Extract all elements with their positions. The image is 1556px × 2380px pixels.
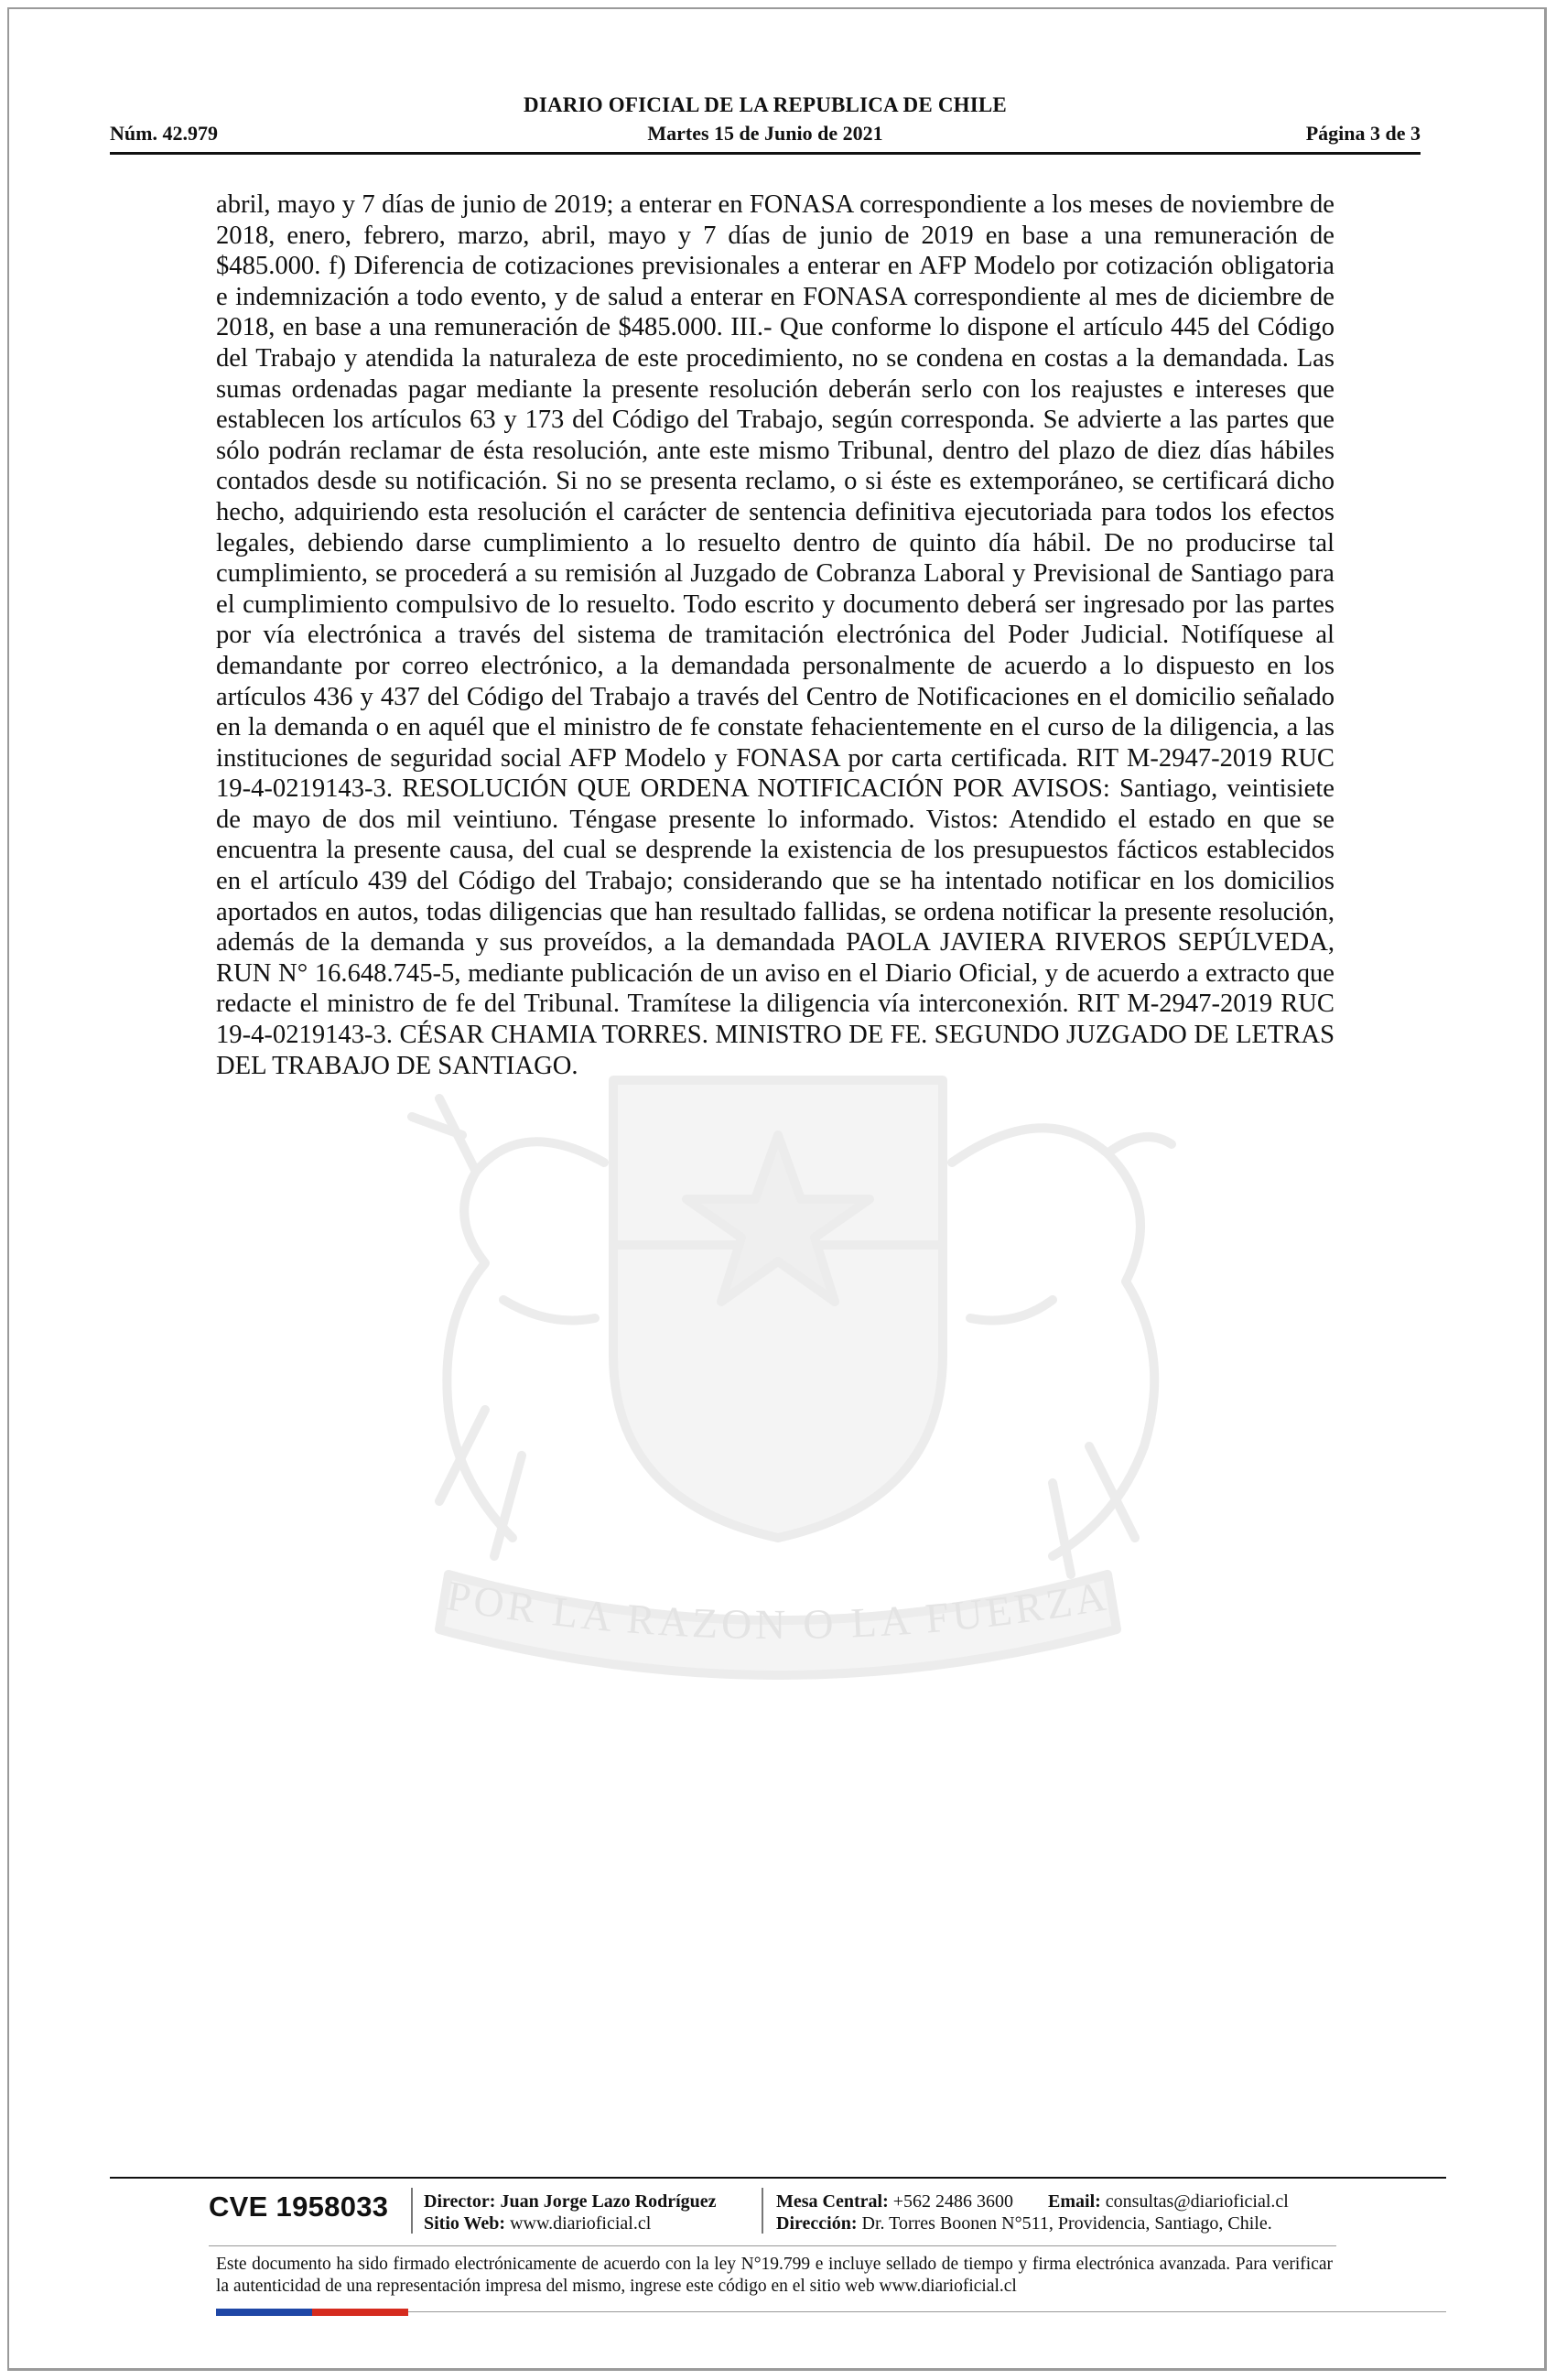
document-body-text: abril, mayo y 7 días de junio de 2019; a enterar en FONASA correspondiente a los meses de noviembre de 2018, enero, febrero, marzo, abril, mayo y 7 días de junio de 2019 en base a una remuneración de $485.000. f) Diferencia de cotizaciones previsionales a enterar en AFP Modelo por cotización obligatoria e indemnización a todo evento, y de salud a enterar en FONASA correspondiente al mes de diciembre de 2018, en base a una remuneración de $485.000. III.- Que conforme lo dispone el artículo 445 del Código del Trabajo y atendida la naturaleza de este procedimiento, no se condena en costas a la demandada. Las sumas ordenadas pagar mediante la presente resolución deberán serlo con los reajustes e intereses que establecen los artículos 63 y 173 del Código del Trabajo, según corresponda. Se advierte a las partes que sólo podrán reclamar de ésta resolución, ante este mismo Tribunal, dentro del plazo de diez días hábiles contados desde su notificación. Si no se presenta reclamo, o si éste es extemporáneo, se certificará dicho hecho, adquiriendo esta resolución el carácter de sentencia definitiva ejecutoriada para todos los efectos legales, debiendo darse cumplimiento a lo resuelto dentro de quinto día hábil. De no producirse tal cumplimiento, se procederá a su remisión al Juzgado de Cobranza Laboral y Previsional de Santiago para el cumplimiento compulsivo de lo resuelto. Todo escrito y documento deberá ser ingresado por las partes por vía electrónica a través del sistema de tramitación electrónica del Poder Judicial. Notifíquese al demandante por correo electrónico, a la demandada personalmente de acuerdo a lo dispuesto en los artículos 436 y 437 del Código del Trabajo a través del Centro de Notificaciones en el domicilio señalado en la demanda o en aquél que el ministro de fe constate fehacientemente en el curso de la diligencia, a las instituciones de seguridad social AFP Modelo y FONASA por carta certificada. RIT M-2947-2019 RUC 19-4-0219143-3. RESOLUCIÓN QUE ORDENA NOTIFICACIÓN POR AVISOS: Santiago, veintisiete de mayo de dos mil veintiuno. Téngase presente lo informado. Vistos: Atendido el estado en que se encuentra la presente causa, del cual se desprende la existencia de los presupuestos fácticos establecidos en el artículo 439 del Código del Trabajo; considerando que se ha intentado notificar en los domicilios aportados en autos, todas diligencias que han resultado fallidas, se ordena notificar la presente resolución, además de la demanda y sus proveídos, a la demandada PAOLA JAVIERA RIVEROS SEPÚLVEDA, RUN N° 16.648.745-5, mediante publicación de un aviso en el Diario Oficial, y de acuerdo a extracto que redacte el ministro de fe del Tribunal. Tramítese la diligencia vía interconexión. RIT M-2947-2019 RUC 19-4-0219143-3. CÉSAR CHAMIA TORRES. MINISTRO DE FE. SEGUNDO JUZGADO DE LETRAS DEL TRABAJO DE SANTIAGO. (216, 190, 1334, 1080)
footer-divider-top (110, 2177, 1446, 2179)
footer-divider-bottom (408, 2311, 1446, 2312)
page-number: Página 3 de 3 (1305, 122, 1421, 145)
page-header (110, 93, 1421, 148)
phone-number: +562 2486 3600 (892, 2191, 1014, 2212)
email-label: Email: (1048, 2191, 1101, 2212)
address-text: Dr. Torres Boonen N°511, Providencia, Santiago, Chile. (861, 2213, 1272, 2234)
footer-divider-middle (209, 2245, 1336, 2246)
footer-director-block (424, 2191, 717, 2234)
footer-separator (762, 2188, 763, 2234)
electronic-signature-note: Este documento ha sido firmado electrónicamente de acuerdo con la ley N°19.799 e incluye sellado de tiempo y firma electrónica avanzada. Para verificar la autenticidad de una representación impresa del mismo, ingrese este código en el sitio web www.diarioficial.cl (216, 2255, 1333, 2296)
footer-contact-block (776, 2191, 1289, 2234)
website-link[interactable]: www.diarioficial.cl (510, 2213, 652, 2234)
website-label: Sitio Web: (424, 2213, 506, 2234)
motto-text: POR LA RAZON O LA FUERZA (443, 1572, 1113, 1649)
director-label: Director: (424, 2191, 496, 2212)
address-label: Dirección: (776, 2213, 858, 2234)
chile-flag-stripe (216, 2309, 408, 2316)
director-name: Juan Jorge Lazo Rodríguez (500, 2191, 717, 2212)
phone-label: Mesa Central: (776, 2191, 889, 2212)
issue-date: Martes 15 de Junio de 2021 (647, 122, 883, 145)
header-divider (110, 152, 1421, 155)
cve-code: CVE 1958033 (209, 2191, 389, 2223)
footer-separator (411, 2188, 413, 2234)
publication-title: DIARIO OFICIAL DE LA REPUBLICA DE CHILE (524, 93, 1007, 116)
coat-of-arms-watermark-icon (265, 1025, 1291, 1703)
issue-number: Núm. 42.979 (110, 122, 218, 145)
email-link[interactable]: consultas@diarioficial.cl (1105, 2191, 1289, 2212)
flag-blue-segment (216, 2309, 312, 2316)
flag-red-segment (312, 2309, 408, 2316)
